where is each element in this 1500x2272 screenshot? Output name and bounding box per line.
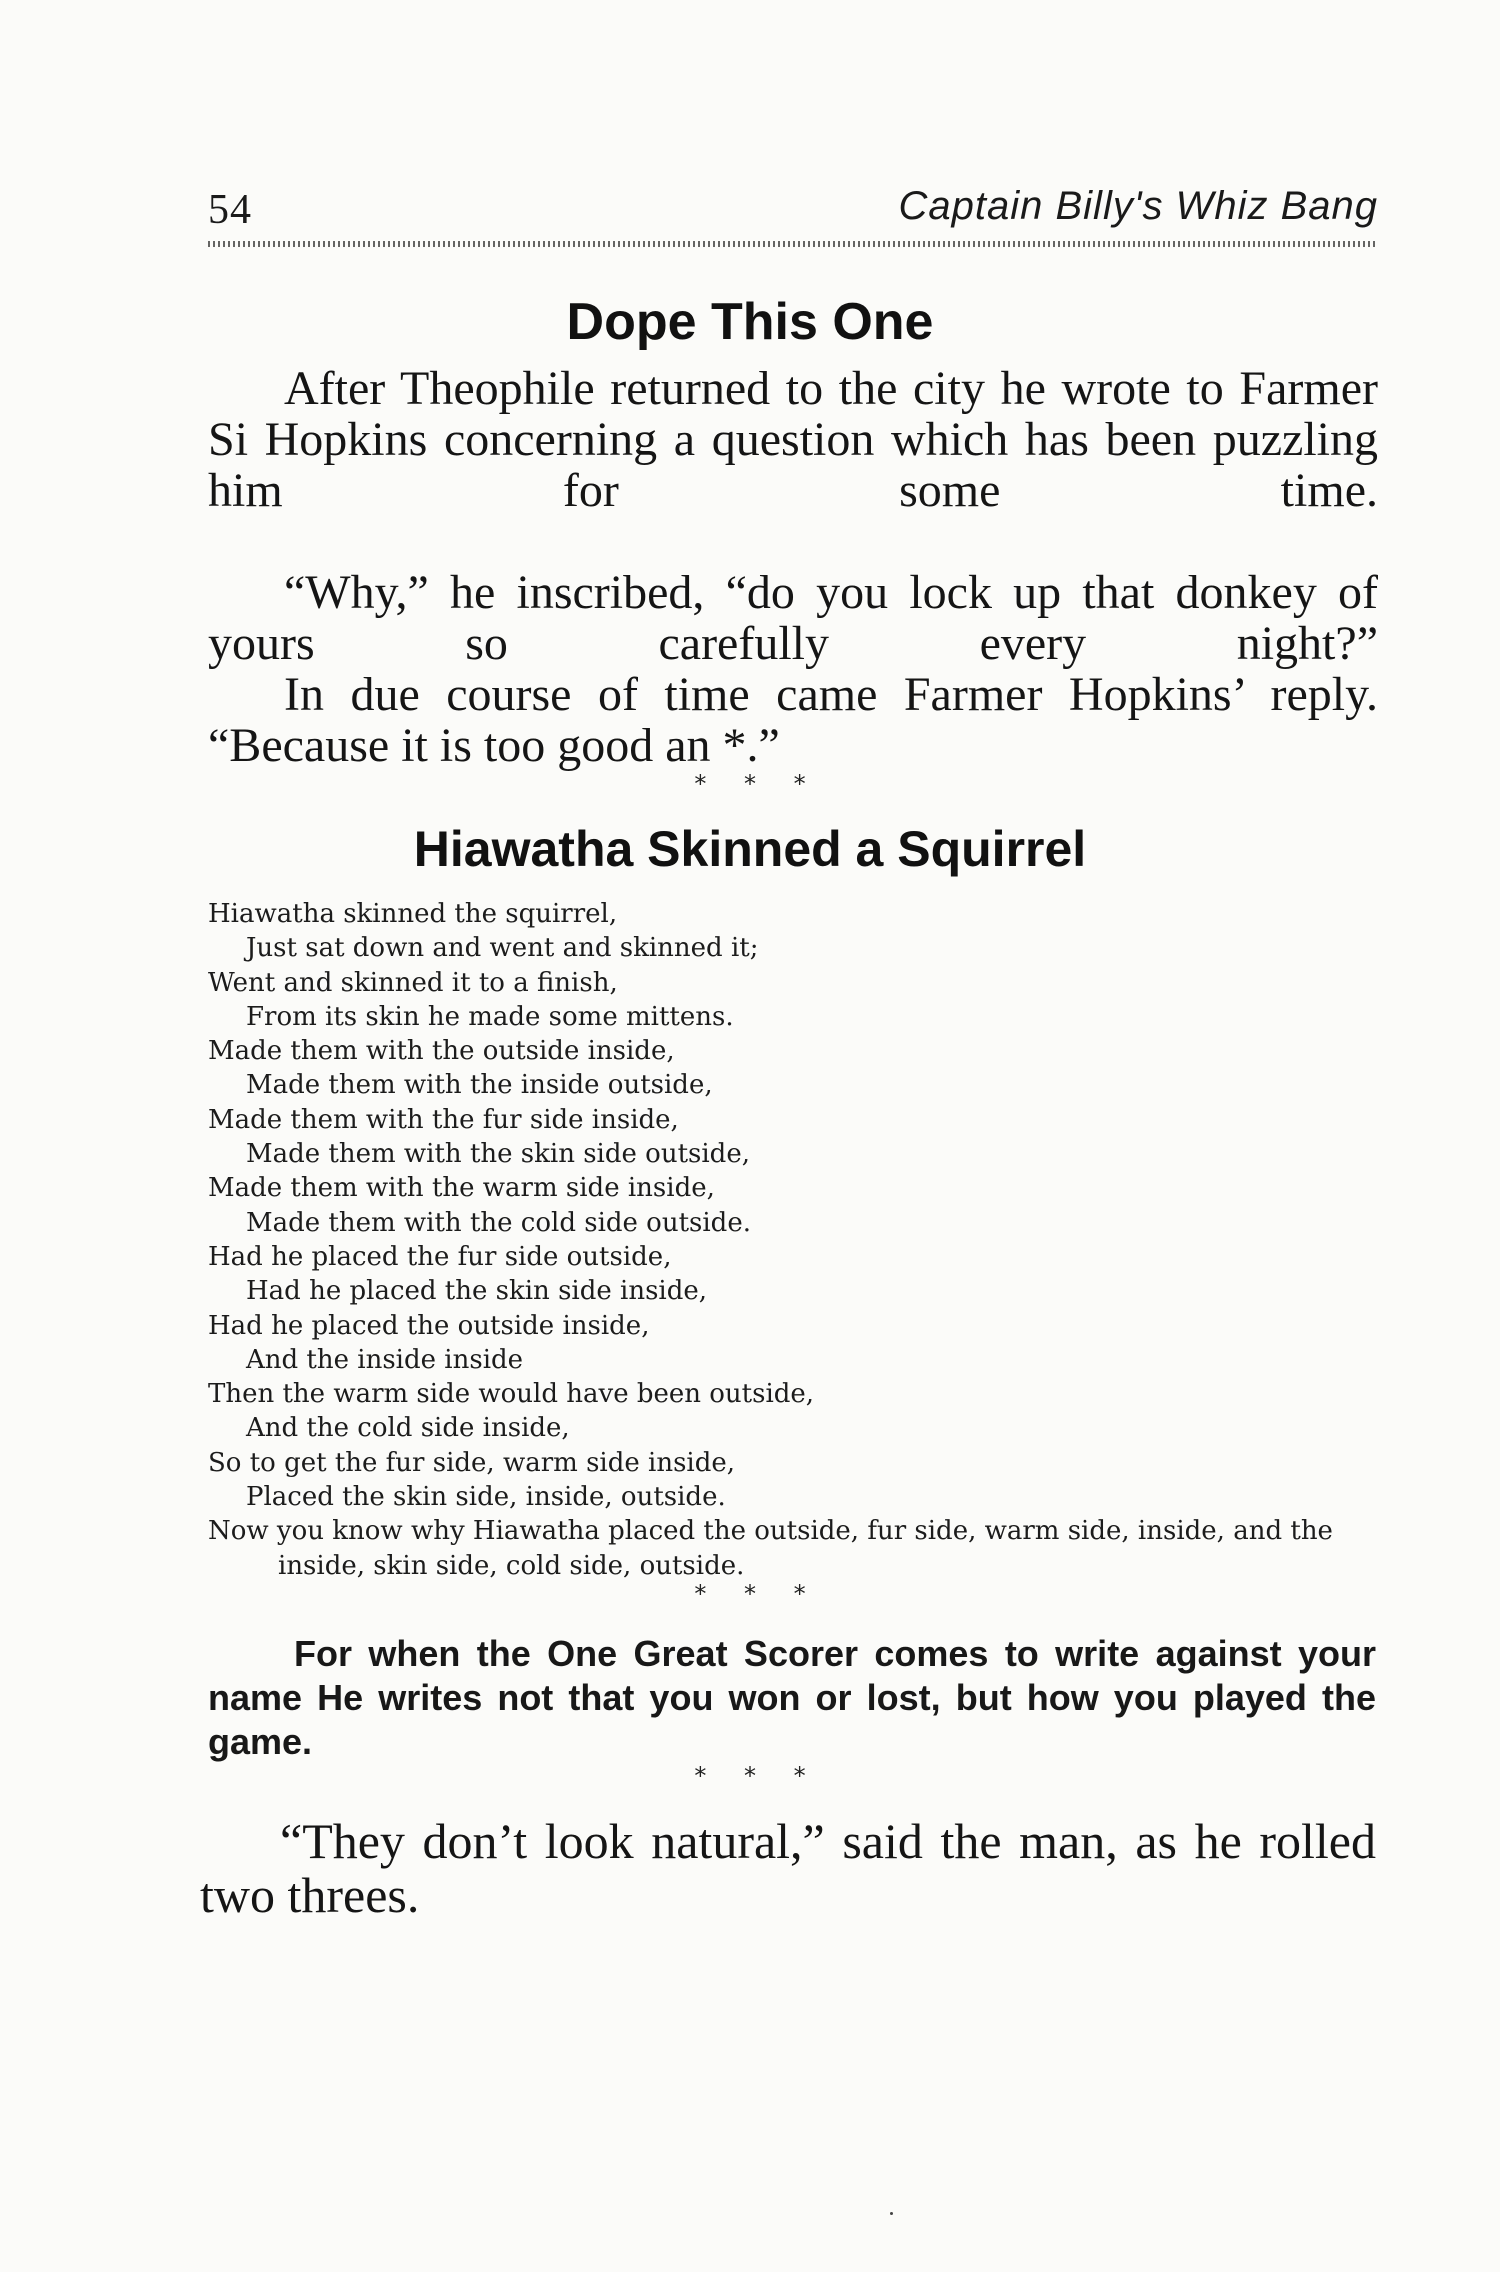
poem-line: Made them with the outside inside, bbox=[208, 1036, 675, 1067]
story-title-hiawatha: Hiawatha Skinned a Squirrel bbox=[413, 821, 1087, 877]
poem-line: Now you know why Hiawatha placed the outside, fur side, warm side, inside, and the inside, skin side, cold side, outside. bbox=[208, 1516, 1333, 1581]
poem-line: So to get the fur side, warm side inside, bbox=[208, 1447, 736, 1478]
section-separator: * * * bbox=[694, 770, 806, 798]
page-number: 54 bbox=[208, 187, 252, 233]
running-title: Captain Billy's Whiz Bang bbox=[898, 184, 1378, 228]
poem-line: Made them with the warm side inside, bbox=[208, 1173, 715, 1204]
story-paragraph-3: In due course of time came Farmer Hopkins’ reply. “Because it is too good an *.” bbox=[208, 668, 1378, 772]
poem-line: Went and skinned it to a finish, bbox=[208, 967, 618, 998]
poem bbox=[208, 897, 1380, 1583]
poem-line: Had he placed the skin side inside, bbox=[246, 1276, 708, 1307]
poem-line: Then the warm side would have been outside, bbox=[208, 1379, 815, 1410]
poem-line: Made them with the skin side outside, bbox=[246, 1139, 750, 1170]
poem-line: Hiawatha skinned the squirrel, bbox=[208, 899, 618, 929]
poem-line: From its skin he made some mittens. bbox=[246, 1001, 734, 1032]
poem-line: And the inside inside bbox=[246, 1344, 524, 1375]
poem-line: Made them with the fur side inside, bbox=[208, 1104, 679, 1135]
print-speck bbox=[890, 2212, 893, 2215]
poem-line: Placed the skin side, inside, outside. bbox=[246, 1482, 726, 1513]
two-threes-joke: “They don’t look natural,” said the man, as he rolled two threes. bbox=[200, 1813, 1376, 1923]
poem-line: Made them with the cold side outside. bbox=[246, 1207, 751, 1238]
section-separator: * * * bbox=[694, 1762, 806, 1790]
section-separator: * * * bbox=[694, 1580, 806, 1608]
header-rule bbox=[208, 241, 1378, 247]
poem-line: Had he placed the fur side outside, bbox=[208, 1241, 672, 1272]
page-header bbox=[208, 178, 1378, 238]
story-title-dope-this-one: Dope This One bbox=[566, 293, 934, 351]
poem-line: Just sat down and went and skinned it; bbox=[246, 933, 759, 964]
scorer-quote: For when the One Great Scorer comes to write against your name He writes not that you won or lost, but how you played the game. bbox=[208, 1633, 1376, 1762]
poem-line: Made them with the inside outside, bbox=[246, 1070, 713, 1101]
story-paragraph-1: After Theophile returned to the city he wrote to Farmer Si Hopkins concerning a question which has been puzzling him for some time. bbox=[208, 362, 1378, 517]
poem-line: Had he placed the outside inside, bbox=[208, 1310, 650, 1341]
story-paragraph-2: “Why,” he inscribed, “do you lock up that donkey of yours so carefully every night?” bbox=[208, 566, 1378, 670]
poem-line: And the cold side inside, bbox=[246, 1413, 570, 1444]
